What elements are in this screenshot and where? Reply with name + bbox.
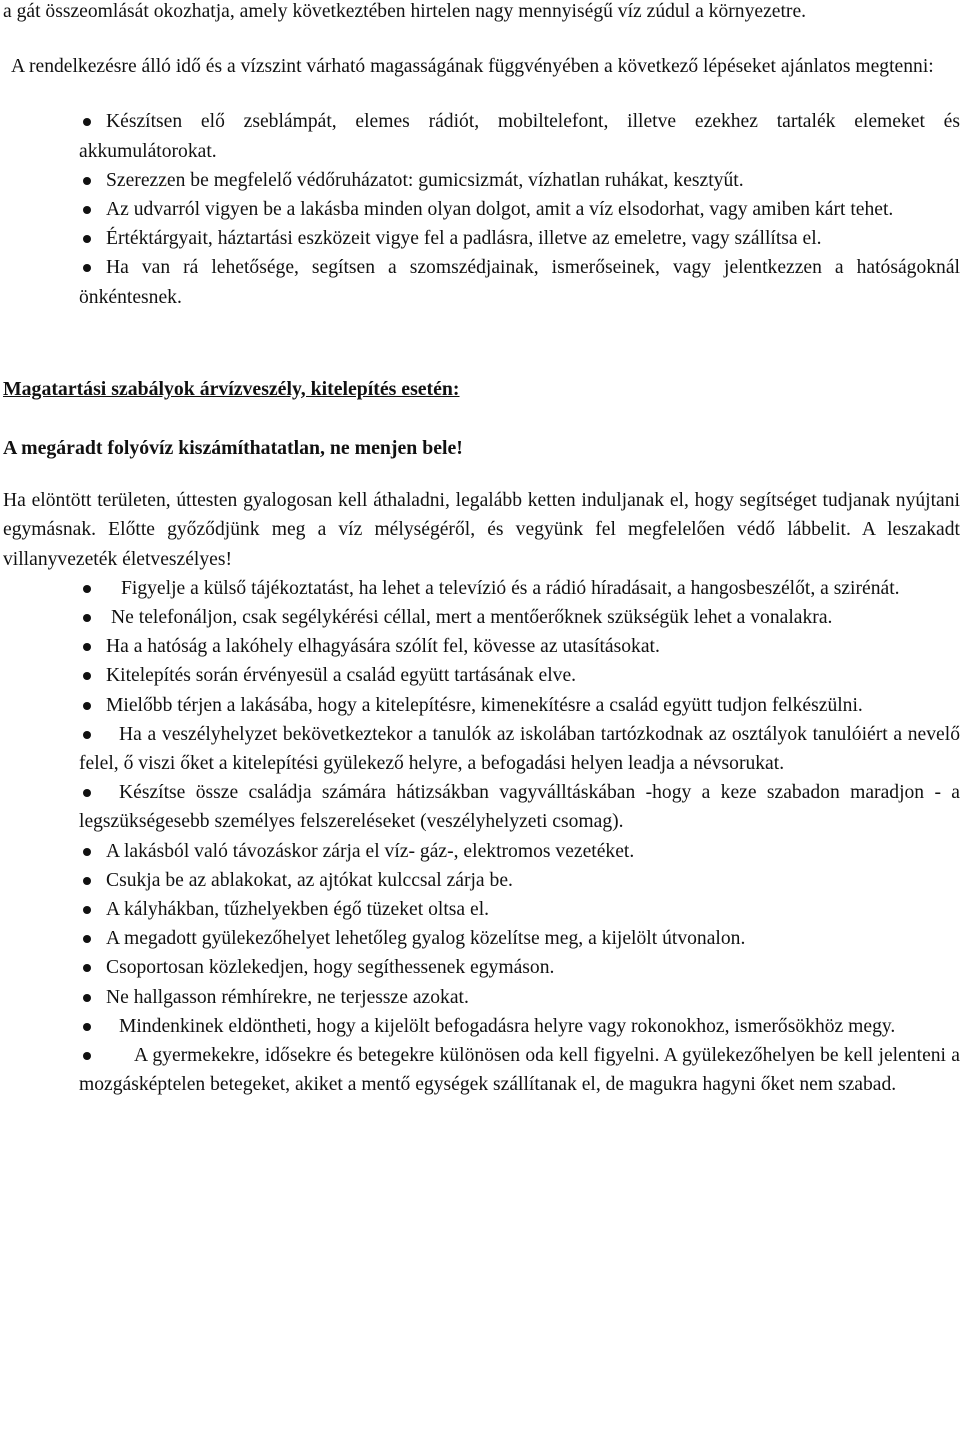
bullet-icon — [83, 789, 91, 797]
preparation-list — [3, 107, 960, 311]
bullet-icon — [83, 731, 91, 739]
body-paragraph: Ha elöntött területen, úttesten gyalogosan kell áthaladni, legalább ketten induljanak el, hogy segítséget tudjanak nyújtani egymásnak. Előtte győződjünk meg a víz mélységéről, és vegyünk fel megfelelően védő lábbelit. A leszakadt villanyvezeték életveszélyes! — [3, 490, 960, 570]
list-item: Ha a hatóság a lakóhely elhagyására szólít fel, kövesse az utasításokat. — [3, 632, 960, 661]
list-item: Mielőbb térjen a lakásába, hogy a kitelepítésre, kimenekítésre a család együtt tudjon felkészülni. — [3, 691, 960, 720]
bullet-icon — [83, 672, 91, 680]
bullet-icon — [83, 206, 91, 214]
bullet-icon — [83, 264, 91, 272]
bullet-icon — [83, 585, 91, 593]
list-item: A gyermekekre, idősekre és betegekre különösen oda kell figyelni. A gyülekezőhelyen be kell jelenteni a mozgásképtelen betegeket, akiket a mentő egységek szállítanak el, de magukra hagyni őket nem szabad. — [79, 1045, 960, 1096]
intro-paragraph: A rendelkezésre álló idő és a vízszint várható magasságának függvényében a következő lépéseket ajánlatos megtenni: — [11, 56, 934, 78]
bullet-icon — [83, 1052, 91, 1060]
list-item: Figyelje a külső tájékoztatást, ha lehet a televízió és a rádió híradásait, a hangosbeszélőt, a szirénát. — [3, 574, 960, 603]
list-item: Csukja be az ablakokat, az ajtókat kulccsal zárja be. — [3, 866, 960, 895]
bullet-icon — [83, 935, 91, 943]
bullet-icon — [83, 118, 91, 126]
list-item: Kitelepítés során érvényesül a család együtt tartásának elve. — [3, 661, 960, 690]
list-item: Mindenkinek eldöntheti, hogy a kijelölt befogadásra helyre vagy rokonokhoz, ismerősökhöz megy. — [3, 1012, 960, 1041]
bullet-icon — [83, 235, 91, 243]
list-item: Ha a veszélyhelyzet bekövetkeztekor a tanulók az iskolában tartózkodnak az osztályok tanulóiért a nevelő felel, ő viszi őket a kitelepítési gyülekező helyre, a befogadási helyen leadja a névsorukat. — [79, 723, 960, 775]
list-item: Készítse össze családja számára hátizsákban vagyválltáskában -hogy a keze szabadon maradjon - a legszükségesebb személyes felszereléseket (veszélyhelyzeti csomag). — [79, 782, 960, 833]
bullet-icon — [83, 614, 91, 622]
bullet-icon — [83, 643, 91, 651]
list-item: Készítsen elő zseblámpát, elemes rádiót, mobiltelefont, illetve ezekhez tartalék elemeket és akkumulátorokat. — [79, 111, 960, 162]
list-item: A kályhákban, tűzhelyekben égő tüzeket oltsa el. — [3, 895, 960, 924]
bullet-icon — [83, 964, 91, 972]
list-item: Ha van rá lehetősége, segítsen a szomszédjainak, ismerőseinek, vagy jelentkezzen a hatóságoknál önkéntesnek. — [79, 257, 960, 308]
warning-subheading: A megáradt folyóvíz kiszámíthatatlan, ne menjen bele! — [3, 437, 463, 460]
list-item: Ne hallgasson rémhírekre, ne terjessze azokat. — [3, 983, 960, 1012]
bullet-icon — [83, 877, 91, 885]
bullet-icon — [83, 702, 91, 710]
list-item: A megadott gyülekezőhelyet lehetőleg gyalog közelítse meg, a kijelölt útvonalon. — [3, 924, 960, 953]
bullet-icon — [83, 177, 91, 185]
list-item: Az udvarról vigyen be a lakásba minden olyan dolgot, amit a víz elsodorhat, vagy amiben kárt tehet. — [3, 195, 960, 224]
list-item: Szerezzen be megfelelő védőruházatot: gumicsizmát, vízhatlan ruhákat, kesztyűt. — [3, 166, 960, 195]
section-heading: Magatartási szabályok árvízveszély, kitelepítés esetén: — [3, 377, 460, 400]
list-item: Értéktárgyait, háztartási eszközeit vigye fel a padlásra, illetve az emeletre, vagy szállítsa el. — [3, 224, 960, 253]
bullet-icon — [83, 1023, 91, 1031]
rules-list — [3, 574, 960, 1100]
bullet-icon — [83, 848, 91, 856]
intro-paragraph-continued: a gát összeomlását okozhatja, amely következtében hirtelen nagy mennyiségű víz zúdul a környezetre. — [3, 1, 807, 22]
bullet-icon — [83, 906, 91, 914]
list-item: A lakásból való távozáskor zárja el víz- gáz-, elektromos vezetéket. — [3, 837, 960, 866]
list-item: Csoportosan közlekedjen, hogy segíthessenek egymáson. — [3, 953, 960, 982]
list-item: Ne telefonáljon, csak segélykérési céllal, mert a mentőerőknek szükségük lehet a vonalakra. — [3, 603, 960, 632]
bullet-icon — [83, 994, 91, 1002]
